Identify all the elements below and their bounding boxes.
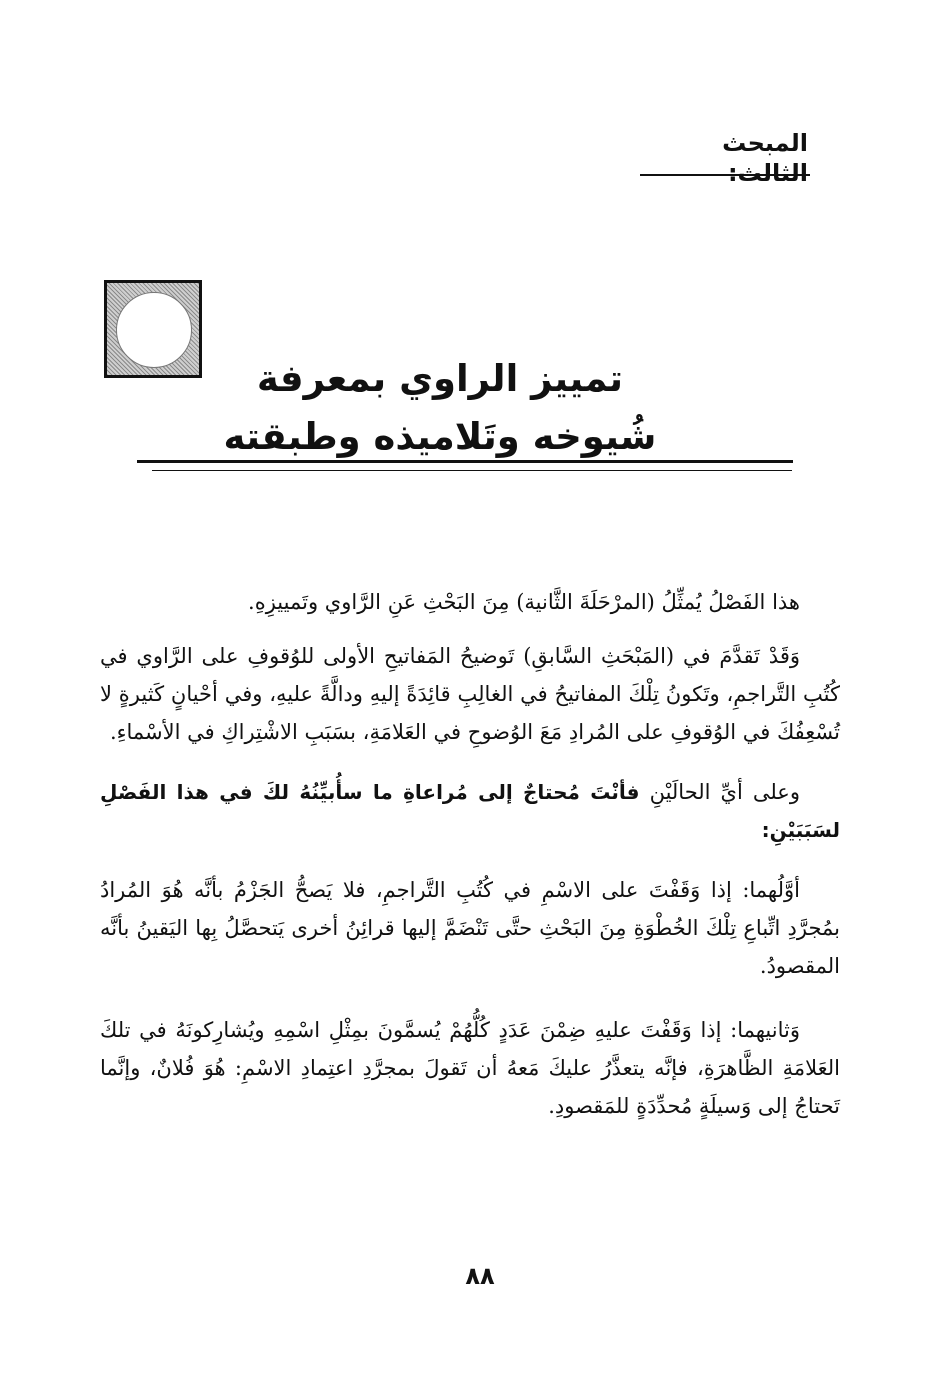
ornament-frame-icon [104, 280, 202, 378]
paragraph-intro: هذا الفَصْلُ يُمثِّلُ (المرْحَلَةَ الثَّانية) مِنَ البَحْثِ عَنِ الرَّاوي وتَمييزِهِ. [248, 590, 800, 614]
ornament-circle [116, 292, 192, 368]
page-number: ٨٨ [465, 1262, 495, 1290]
paragraph-two-reasons-bold: فأنْتَ مُحتاجٌ إلى مُراعاةِ ما سأُبيِّنُهُ لكَ في هذا الفَصْلِ لسَبَبَيْنِ: [100, 780, 840, 842]
body-text [100, 583, 840, 1147]
paragraph-two-reasons-intro: وعلى أيِّ الحالَيْنِ [649, 780, 800, 804]
paragraph-first-reason: أوَّلُهما: إذا وَقَفْتَ على الاسْمِ في كُتُبِ التَّراجمِ، فلا يَصحُّ الجَزْمُ بأنَّه هُوَ المُرادُ بمُجرَّدِ اتِّباعِ تِلْكَ الخُطْوَةِ مِنَ البَحْثِ حتَّى تَنْضَمَّ إليها قرائِنُ أخرى يَتحصَّلُ بِها اليَقينُ بأنَّه المقصودُ. [100, 878, 840, 978]
chapter-title [220, 350, 660, 466]
title-divider-thick [137, 460, 793, 463]
section-header [640, 128, 810, 187]
chapter-title-line-2: شُيوخه وتَلاميذه وطبقته [223, 415, 657, 458]
paragraph-second-reason: وَثانيهما: إذا وَقَفْتَ عليهِ ضِمْنَ عَدَدٍ كُلُّهُمْ يُسمَّونَ بمِثْلِ اسْمِهِ ويُشارِكونَهُ في تلكَ العَلامَةِ الظَّاهرَةِ، فإنَّه يتعذَّرُ عليكَ مَعهُ أن تَقولَ بمجرَّدِ اعتِمادِ الاسْمِ: هُوَ فُلانٌ، وإنَّما تَحتاجُ إلى وَسيلَةٍ مُحدِّدَةٍ للمَقصودِ. [100, 1018, 840, 1118]
paragraph-previous-section: وَقَدْ تَقدَّمَ في (المَبْحَثِ السَّابقِ) تَوضيحُ المَفاتيحِ الأولى للوُقوفِ على الرَّاوي في كُتُبِ التَّراجمِ، وتَكونُ تِلْكَ المفاتيحُ في الغالِبِ قائِدَةً إليهِ ودالَّةً عليهِ، وفي أحْيانٍ كَثيرةٍ لا تُسْعِفُكَ في الوُقوفِ على المُرادِ مَعَ الوُضوحِ في العَلامَةِ، بسَبَبِ الاشْتِراكِ في الأسْماءِ. [100, 644, 840, 744]
paragraph-two-reasons [100, 773, 840, 849]
section-label: المبحث الثالث: [722, 129, 808, 187]
chapter-title-line-1: تمييز الراوي بمعرفة [256, 357, 624, 400]
title-divider-thin [152, 470, 792, 471]
